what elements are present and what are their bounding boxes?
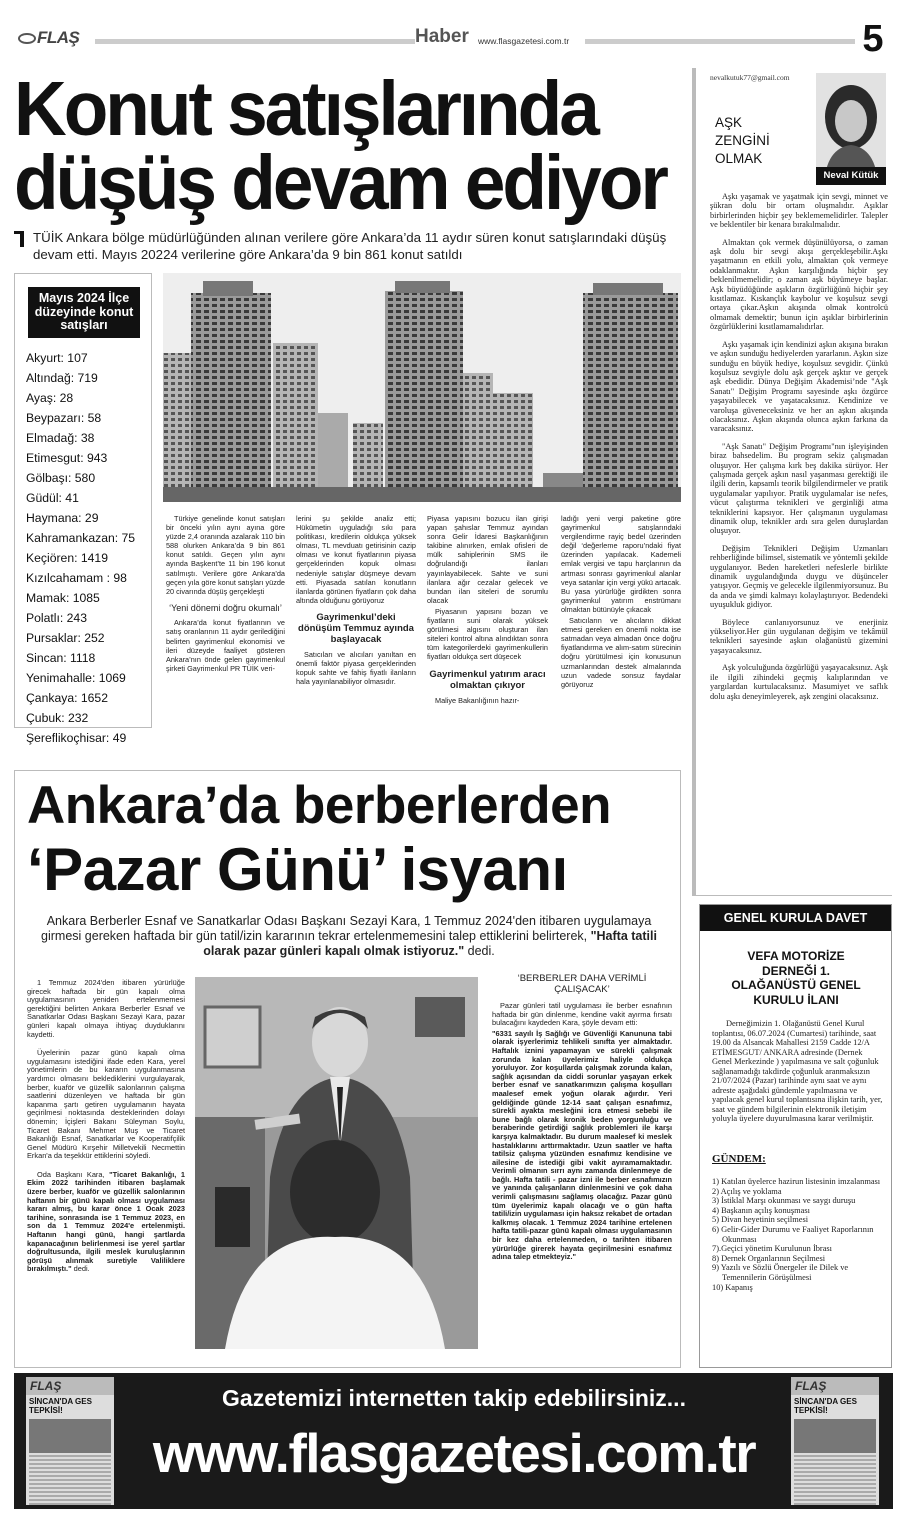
bottom-banner [14, 1373, 893, 1509]
agenda-title: GÜNDEM: [712, 1153, 766, 1165]
agenda-list [712, 1177, 887, 1292]
header-rule [95, 39, 415, 44]
thumb-text [794, 1455, 876, 1505]
top-col-1 [166, 514, 285, 675]
sidebar-list-item: Mamak: 1085 [26, 591, 100, 605]
agenda-item: 6) Gelir-Gider Durumu ve Faaliyet Raporlarının Okunması [712, 1224, 874, 1244]
text-paragraph [27, 1171, 185, 1274]
barber-right-sub: ‘BERBERLER DAHA VERİMLİ ÇALIŞACAK’ [517, 973, 647, 995]
top-col-4 [561, 514, 681, 691]
text-paragraph: Piyasanın yapısını bozan ve fiyatların suni olarak yüksek görülmesi algısını oluşturan ilan siteleri kontrol altına alındıktan sonra tüm kategorilerdeki gayrimenkullerin fiyatları oldukça sert düşecek [427, 606, 548, 662]
author-photo [816, 73, 886, 185]
barber-left-col [27, 979, 185, 1276]
author-name: Neval Kütük [816, 167, 886, 185]
column-paragraph: Aşkı yaşamak için kendinizi aşkın akışına bırakın ve aşkın sunduğu hediyelerden yararlanın. Aşkın size sunduğu en büyük hediye, koşulsuz sevgidir. Çünkü koşulsuz sevgiyle dolu aşk gerçek aşktır ve gerçek aşk ebedidir. Dünya Değişim Akademisi’nde "Aşk Sanatı" Değişim Programı sayesinde aşkı özgürce yaşayabilecek ve yaşatacaksınız. Kendinize ve varoluşa güveneceksiniz ve her an aşkın akışında olacaksınız. Aşkın akışında olunca aşkın farkına da varacaksınız. [710, 339, 888, 434]
thumb-logo: FLAŞ [26, 1377, 114, 1395]
thumb-image [29, 1419, 111, 1453]
text-paragraph: Türkiye genelinde konut satışları bir önceki yılın aynı ayına göre yüzde 2,4 oranında azalarak 110 bin 588 olurken Ankara’da 9 bin 861 konut satıldı. Geçen yılın aynı ayında Başkent’te 11 bin 196 konut satılmıştı. Verilere göre Ankara’da geçen yıla göre konut satışları yüzde 20 civarında düşüş gerçekleşti [166, 514, 285, 596]
sidebar-list-item: Yenimahalle: 1069 [26, 671, 126, 685]
sidebar-list-item: Etimesgut: 943 [26, 451, 108, 465]
column-paragraph: "Aşk Sanatı" Değişim Programı"nın işleyişinden biraz bahsedelim. Bu program sekiz çalışmadan oluşuyor. Her çalışma kırk beş dakika sürüyor. Her çalışmada gerçek aşkın nasıl yaşanması gerektiği ile ilgili derin, kapsamlı teorik bilgilendirmeler ve pratik uygulamalar yapılıyor. Pratik uygulamalar ise nefes, vücut çalıştırma teknikleri ve gerginliği atma tekniklerini kapsıyor. Her çalışmanın uygulaması dinamik olup, teknikler ardı sıra gelen duruşlardan oluşuyor. [710, 441, 888, 536]
banner-thumbnail-left [26, 1377, 114, 1505]
header-logo: FLAŞ [18, 28, 79, 48]
text-paragraph: ladığı yeni vergi paketine göre gayrimenkul satışlarındaki vergilendirme rayiç bedel üzerinden değil ‘değerleme raporu’ndaki fiyat üzerinden yapılacak. Kademeli emlak vergisi ve tapu harçlarının da artması sonrası gayrimenkul alanlar veya satanlar için vergi yükü artacak. Bu yasa yürürlüğe girdikten sonra gayrimenkul yatırım enstrümanı olmaktan bütünüyle çıkacak [561, 514, 681, 614]
thumb-headline: SİNCAN'DA GES TEPKİSİ! [29, 1397, 92, 1415]
top-lead: TÜİK Ankara bölge müdürlüğünden alınan verilere göre Ankara’da 11 aydır süren konut satışlarındaki düşüş devam etti. Mayıs 20224 verilerine göre Ankara’da 9 bin 861 konut satıldı [33, 230, 667, 262]
notice-header: GENEL KURULA DAVET [700, 905, 891, 931]
barber-lead [25, 914, 673, 960]
thumb-text [29, 1455, 111, 1505]
agenda-item: 7).Geçici yönetim Kurulunun İbrası [712, 1244, 833, 1254]
agenda-item: 9) Yazılı ve Sözlü Önergeler ile Dilek ve Temennilerin Görüşülmesi [712, 1263, 849, 1282]
barber-lead-text: Ankara Berberler Esnaf ve Sanatkarlar Odası Başkanı Sezayi Kara, 1 Temmuz 2024'den itibaren uygulamaya girmesi gereken haftada bir gün tatil/izin kararının tekrar ertelenmemesini talep ettiklerini belirterek, [41, 914, 652, 944]
buildings-photo [163, 273, 681, 502]
column-paragraph: Değişim Teknikleri Değişim Uzmanları rehberliğinde bilimsel, sistematik ve yöntemli şekilde uygulanıyor. Beden hareketleri nefeslerle birlikte dinamik uygulandığında duygu ve düşünceler yatışıyor. Geçmiş ve gelecekle ilgilenmiyorsunuz. Bu da anda ve şimdi kalmayı kolaylaştırıyor. Bedendeki uyuşukluk gidiyor. [710, 543, 888, 610]
agenda-item: 4) Başkanın açılış konuşması [712, 1205, 810, 1215]
author-email: nevalkutuk77@gmail.com [710, 73, 790, 82]
barber-headline-2: ‘Pazar Günü’ isyanı [27, 836, 568, 903]
notice-title: VEFA MOTORİZE DERNEĞİ 1. OLAĞANÜSTÜ GENEL KURULU İLANI [731, 949, 861, 1007]
column-paragraph: Böylece canlanıyorsunuz ve enerjiniz yükseliyor.Her gün uygulanan değişim ve tekâmül teknikleri sayesinde aşkın olağanüstü gizemini yaşayacaksınız. [710, 617, 888, 655]
barber-image [195, 977, 478, 1349]
opinion-column [692, 68, 892, 896]
headline-line-1: Konut satışlarında [14, 66, 597, 152]
masthead [0, 0, 907, 64]
agenda-item: 10) Kapanış [712, 1282, 753, 1292]
text-paragraph: "6331 sayılı İş Sağlığı ve Güvenliği Kanununa tabi olarak işyerlerimiz tehlikeli sınıfta yer almaktadır. Haftalık iznini yapamayan ve sürekli çalışmak zorunda kalan üyelerimiz haliyle oldukça yoruluyor. Zor koşullarda çalışmak zorunda kalan, sağlık açısından da ciddi sorunlar yaşayan erkek berber esnaf ve sanatkarımızın çalışma koşulları maalesef emek yoğun olarak ağırdır. Yeri geldiğinde günde 12-14 saat çalışan esnafımız, sürekli ayakta mesleğini icra etmesi sebebi ile bune bağlı olarak kronik beden yorgunluğu ve beraberinde getirdiği sağlık problemleri ile karşı karşıya kalmaktadır. Bu durum maalesef ki meslek hastalıklarını arttırmaktadır. Uzun saatler ve hafta tatilsiz çalışma yüzünden esnafımız kendisine ve ailesine de istediği gibi vakit ayıramamaktadır. Verimli olmanın sırrı aynı zamanda dinlenmeye de bağlı. Hafta tatili - pazar izni ile berber esnafımızın ve yanında çalışanların dinlenmesini ve çok daha verimli çalışmasını sağlamış olacağız. Pazar günü tüm üyelerimiz kapalı olacağı ve o gün hafta tatili/izin uygulaması için haksız rekabet de ortadan kalkmış olacak. 1 Temmuz 2024 tarihine ertelenen hafta tatili-pazar günü kapalı olması uygulamasının bir kez daha ertelenmeden, o tarihten itibaren yürürlüğe girerek hayata geçirilmesini esnafımız adına talep etmekteyiz." [492, 1028, 672, 1262]
text-bold: "Ticaret Bakanlığı, 1 Ekim 2022 tarihinden itibaren başlamak üzere berber, kuaför ve güzellik salonlarının haftanın bir günü kapalı olması uygulaması kararı almış, bu karar önce 1 Ocak 2023 tarihine, sonrasında ise 1 Temmuz 2023, en son da 1 Temmuz 2024'e ertelenmişti. Haftanın hangi günü, hangi şartlarda kapanacağının belirlenmesi ise yerel şartlar doğrultusunda, ilgili meslek kuruluşlarının görüşü alınmak suretiyle Valiliklere bırakılmıştı." [27, 1169, 186, 1274]
agenda-item: 3) İstiklal Marşı okunması ve saygı duruşu [712, 1196, 856, 1206]
text-span: Oda Başkanı Kara, [37, 1169, 110, 1179]
text-paragraph: Satıcıların ve alıcıların dikkat etmesi gereken en önemli nokta ise satmadan veya almadan önce doğru fiyatlandırma ve alım-satım sürecinin doğru yürütülmesi için konusunun uzmanlarından destek almalarında uzun vadede sonsuz faydalar görüyoruz [561, 616, 681, 689]
notice-box [699, 904, 892, 1368]
top-col-3 [427, 514, 548, 707]
sidebar-list-item: Haymana: 29 [26, 511, 99, 525]
buildings-image [163, 273, 681, 502]
text-paragraph: lerini şu şekilde analiz etti; Hükümetin uyguladığı sıkı para politikası, kredilerin oldukça yüksek olması, TL mevduatı getirisinin cazip olması ve konut fiyatlarının piyasa gerçeklerinden kopuk olması nedeniyle satışlar düşmeye devam etti. Piyasada satılan konutların ilanlarda görünen fiyatların çok daha altında olduğunu görüyoruz [296, 514, 416, 605]
thumb-headline: SİNCAN'DA GES TEPKİSİ! [794, 1397, 857, 1415]
text-paragraph: 1 Temmuz 2024'den itibaren yürürlüğe girecek haftada bir gün kapalı olma uygulamasının yeniden ertelenmemesi gerektiğini belirten Ankara Berberler Esnaf ve Sanatkarlar Odası Başkanı Sezayi Kara, pazar günleri kapalı olmaya ihtiyaç duyduklarını kaydetti. [27, 978, 185, 1039]
agenda-item: 1) Katılan üyelerce hazirun listesinin imzalanması [712, 1177, 881, 1186]
top-headline [14, 66, 684, 226]
sidebar-list-item: Beypazarı: 58 [26, 411, 102, 425]
subheading: Gayrimenkul yatırım aracı olmaktan çıkıyor [429, 668, 546, 691]
column-title-line: OLMAK [715, 151, 763, 166]
barber-right-col [492, 973, 672, 1264]
agenda-item: 8) Dernek Organlarının Seçilmesi [712, 1253, 826, 1263]
sidebar-list [26, 348, 152, 748]
column-title-line: AŞK [715, 115, 743, 130]
sidebar-list-item: Elmadağ: 38 [26, 431, 95, 445]
column-title-line: ZENGİNİ [715, 133, 770, 148]
subheading: ‘Yeni dönemi doğru okumalı’ [169, 602, 282, 613]
text-span: dedi. [71, 1264, 90, 1274]
sidebar-list-item: Ayaş: 28 [26, 391, 74, 405]
barber-article [14, 770, 681, 1368]
notice-body: Derneğimizin 1. Olağanüstü Genel Kurul toplantısı, 06.07.2024 (Cumartesi) tarihinde, saat 19.00 da Alsancak Mahallesi 2159 Cadde 12/A ETİMESGUT/ ANKARA adresinde (Dernek Genel Merkezinde ) yapılmasına ve salt çoğunluk sağlanamadığı takdirde çoğunluk aranmaksızın 21/07/2024 (Pazar) tarihinde aynı saat ve aynı adreste aşağıdaki gündemle yapılmasına ve yapılacak genel kurul toplantısına ilişkin tarih, yer, saat ve gündem bilgilerinin elektronik iletişim yoluyla üyelere duyurulmasına karar verilmiştir. [712, 1019, 883, 1123]
banner-line-2[interactable]: www.flasgazetesi.com.tr [152, 1422, 756, 1484]
text-paragraph: Maliye Bakanlığının hazır- [435, 695, 520, 705]
sales-sidebar [14, 273, 152, 745]
column-paragraph: Almaktan çok vermek düşünülüyorsa, o zaman aşk dolu bir sevgi akışı gerçekleşebilir.Aşkı yaşatmanın en etkili yolu, almaktan çok vermeye odaklanmaktır. Aşkın karşılığında hiçbir şey beklenilmemelidir; o zaman aşk büyümeye başlar. Aşk büyüdüğünde aşıkların özgürlüğünü hiçbir şey kısıtlamaz. Kıskançlık kaybolur ve koşulsuz sevgi ortaya çıkar.Aşkın akışında olmak kontrolcü olmamak demektir; bunun için aşıklar birbirlerinin özgürlüklerini kısıtlamamalıdırlar. [710, 237, 888, 332]
sidebar-list-item: Polatlı: 243 [26, 611, 87, 625]
header-url: www.flasgazetesi.com.tr [478, 36, 570, 46]
sidebar-list-item: Sincan: 1118 [26, 651, 96, 665]
barber-photo [195, 977, 478, 1349]
sidebar-list-item: Kızılcahamam : 98 [26, 571, 127, 585]
sidebar-list-item: Pursaklar: 252 [26, 631, 105, 645]
header-section: Haber [415, 26, 469, 47]
agenda-item: 5) Divan heyetinin seçilmesi [712, 1215, 809, 1225]
barber-lead-end: dedi. [464, 944, 495, 959]
sidebar-list-item: Güdül: 41 [26, 491, 79, 505]
subheading: Gayrimenkul’deki dönüşüm Temmuz ayında başlayacak [298, 611, 414, 645]
sidebar-list-item: Altındağ: 719 [26, 371, 98, 385]
thumb-logo: FLAŞ [791, 1377, 879, 1395]
barber-headline-1: Ankara’da berberlerden [27, 776, 612, 835]
column-paragraph: Aşkı yaşamak ve yaşatmak için sevgi, minnet ve şükran dolu bir ortam oluşmalıdır. Aşıklar birbirlerinden hiçbir şey beklememelidirler. Talepler ve beklentiler bir kenara bırakılmalıdır. [710, 192, 888, 230]
thumb-image [794, 1419, 876, 1453]
sidebar-list-item: Keçiören: 1419 [26, 551, 108, 565]
agenda-item: 2) Açılış ve yoklama [712, 1186, 782, 1196]
text-paragraph: Satıcıları ve alıcıları yanıltan en önemli faktör piyasa gerçeklerinden kopuk sahte ve fahiş fiyatlı ilanların hala yayınlanabiliyor olmasıdır. [296, 649, 416, 687]
logo-eye-icon [18, 33, 36, 44]
sidebar-list-item: Çankaya: 1652 [26, 691, 108, 705]
text-paragraph: Üyelerinin pazar günü kapalı olma uygulamasını istediğini ifade eden Kara, yerel yönetimlerin de bu kararın uygulanmasına yardımcı olmasını beklediklerini vurgulayarak, berber, kuaför ve güzellik salonlarının çalışma saatlerini düzenleyen ve haftada bir gün kapanma şartı getiren uygulamanın hayata geçirilmesi noktasında desteklerinden dolayı dönemin; İçişleri Bakanı Süleyman Soylu, Ticaret Bakanı Mehmet Muş ve Ticaret Bakanlığı Esnaf, Sanatkarlar ve Kooperatifçilik Genel Müdürü Kırşehir Milletvekili Necmettin Erkan'a da teşekkür ettiklerini söyledi. [27, 1048, 185, 1161]
sidebar-list-item: Çubuk: 232 [26, 711, 89, 725]
banner-line-1: Gazetemizi internetten takip edebilirsiniz... [222, 1385, 686, 1411]
column-title [715, 114, 770, 168]
text-paragraph: Piyasa yapısını bozucu ilan girişi yapan şahıslar Temmuz ayından sonra Gelir İdaresi Başkanlığının takibine alınırken, emlak ofisleri de mülk sahiplerinin SMS ile doğrulandığı ilanları yayınlayabilecek. Sahte ve suni ilanlara ağır cezalar gelecek ve bundan ilan siteleri de sorumlu olacak [427, 514, 548, 605]
barber-lead-quote: "Hafta tatili olarak pazar günleri kapalı olmak istiyoruz." [203, 929, 657, 959]
sidebar-list-item: Kahramankazan: 75 [26, 531, 136, 545]
text-paragraph: Pazar günleri tatil uygulaması ile berber esnafının haftada bir gün dinlenme, kendine vakit ayırma fırsatı bulacağını kaydeden Kara, şöyle devam etti: [492, 1001, 672, 1028]
column-body [710, 192, 888, 709]
banner-thumbnail-right [791, 1377, 879, 1505]
sidebar-list-item: Gölbaşı: 580 [26, 471, 96, 485]
header-rule-right [585, 39, 855, 44]
headline-line-2: düşüş devam ediyor [14, 140, 666, 226]
sidebar-list-item: Akyurt: 107 [26, 351, 88, 365]
sidebar-title: Mayıs 2024 İlçe düzeyinde konut satışları [28, 287, 140, 338]
top-col-2 [296, 514, 416, 688]
column-paragraph: Aşk yolculuğunda özgürlüğü yaşayacaksınız. Aşk ile ilgili zihindeki geçmiş kalıplarından ve yargılardan kurtulacaksınız. Masumiyet ve saflık dolu aşkı deneyimleyerek, aşk zengini olacaksınız. [710, 663, 888, 701]
lead-marker-v [20, 231, 24, 247]
page-number: 5 [855, 18, 891, 60]
text-paragraph: Ankara’da konut fiyatlarının ve satış oranlarının 11 aydır gerilediğini belirten gayrimenkul ekonomisi ve ileri düzeyde faaliyet gösteren Ankara’nın önde gelen gayrimenkul şirketi Gayrimenkul PR TÜİK veri- [166, 618, 285, 673]
sidebar-list-item: Şereflikoçhisar: 49 [26, 731, 127, 745]
